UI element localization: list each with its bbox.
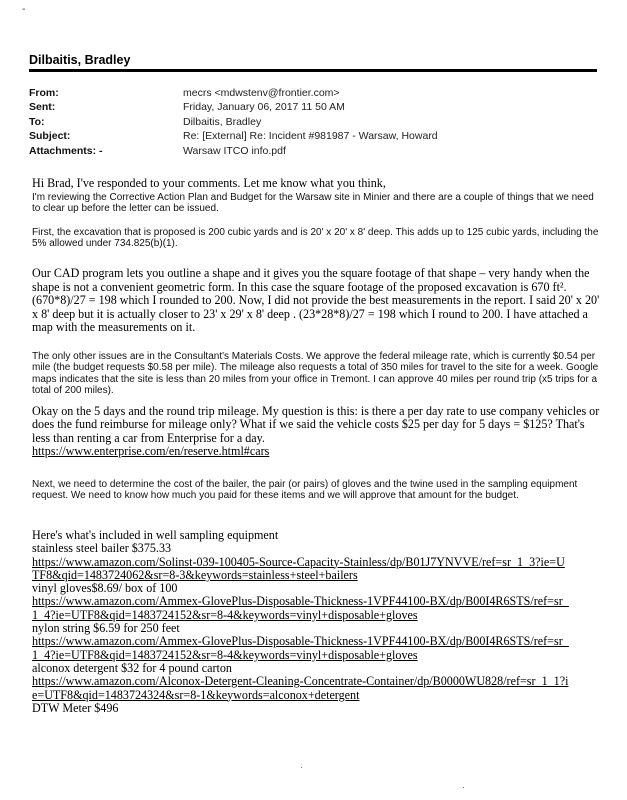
header-row-to xyxy=(29,113,599,128)
header-key: To: xyxy=(29,115,45,128)
equipment-intro: Here's what's included in well sampling equipment xyxy=(32,528,279,542)
mileage-reply-text: Okay on the 5 days and the round trip mileage. My question is this: is there a per day rate to use company vehicles or does the fund reimburse for mileage only? What if we said the vehicle costs $25 per day for 5 days = $125? That's less than renting a car from Enterprise for a day. xyxy=(32,404,600,445)
equipment-item: nylon string $6.59 for 250 feet xyxy=(32,621,180,636)
header-key: Subject: xyxy=(29,130,71,142)
scan-mark: - xyxy=(22,4,26,15)
scan-speck: · xyxy=(300,762,303,772)
cad-reply-paragraph: Our CAD program lets you outline a shape and it gives you the square footage of that shape – very handy when the shape is not a convenient geometric form. In this case the square footage of the proposed excavation is 670 ft². (670*8)/27 = 198 which I rounded to 200. Now, I did not provide the best measurements in the report. I said 20' x 20' x 8' deep but it is actually closer to 23' x 29' x 8' deep . (23*28*8)/27 = 198 which I round to 200. I have attached a map with the measurements on it. xyxy=(32,266,600,334)
equipment-item: alconox detergent $32 for 4 pound carton xyxy=(32,660,232,675)
header-row-subject xyxy=(29,128,599,143)
excavation-paragraph: First, the excavation that is proposed is 200 cubic yards and is 20' x 20' x 8' deep. This adds up to 125 cubic yards, including the 5% allowed under 734.825(b)(1). xyxy=(32,227,599,250)
sent-value: Friday, January 06, 2017 11 50 AM xyxy=(183,101,345,113)
equipment-item: stainless steel bailer $375.33 xyxy=(32,541,172,556)
equipment-link[interactable]: https://www.amazon.com/Solinst-039-100405-Source-Capacity-Stainless/dp/B01J7YNVVE/ref=sr_1_3?ie=UTF8&qid=1483724062&sr=8-3&keywords=stainless+steel+bailers xyxy=(32,554,565,582)
from-value: mecrs <mdwstenv@frontier.com> xyxy=(183,86,340,99)
to-value: Dilbaitis, Bradley xyxy=(183,115,262,128)
equipment-last-item: DTW Meter $496 xyxy=(32,700,119,715)
costs-paragraph: The only other issues are in the Consultant's Materials Costs. We approve the federal mileage rate, which is currently $0.54 per mile (the budget requests $0.58 per mile). The mileage also requests a total of 350 miles for travel to the site for a week. Google maps indicates that the site is less than 20 miles from your office in Tremont. I can approve 40 miles per round trip (x5 trips for a total of 200 miles). xyxy=(32,351,599,396)
subject-value: Re: [External] Re: Incident #981987 - Warsaw, Howard xyxy=(183,130,438,142)
header-key: Sent: xyxy=(29,101,56,113)
equipment-list xyxy=(32,529,572,715)
header-row-from xyxy=(29,84,599,99)
equipment-item: vinyl gloves$8.69/ box of 100 xyxy=(32,581,178,596)
email-header xyxy=(29,84,599,157)
header-key: From: xyxy=(29,86,59,99)
header-key: Attachments: - xyxy=(29,144,103,157)
scan-speck: · xyxy=(462,782,465,792)
equipment-link[interactable]: https://www.amazon.com/Ammex-GlovePlus-Disposable-Thickness-1VPF44100-BX/dp/B00I4R6STS/ref=sr_1_4?ie=UTF8&qid=1483724152&sr=8-4&keywords=vinyl+disposable+gloves xyxy=(32,634,569,662)
intro-paragraph: I'm reviewing the Corrective Action Plan and Budget for the Warsaw site in Minier and there are a couple of things that we need to clear up before the letter can be issued. xyxy=(32,192,594,215)
header-divider xyxy=(29,69,597,72)
sender-name: Dilbaitis, Bradley xyxy=(29,53,131,67)
equipment-link[interactable]: https://www.amazon.com/Alconox-Detergent-Cleaning-Concentrate-Container/dp/B0000WU828/ref=sr_1_1?ie=UTF8&qid=1483724324&sr=8-1&keywords=alconox+detergent xyxy=(32,674,569,702)
attachment-value[interactable]: Warsaw ITCO info.pdf xyxy=(183,144,286,157)
reply-greeting: Hi Brad, I've responded to your comments. Let me know what you think, xyxy=(32,176,386,190)
header-row-sent xyxy=(29,99,599,114)
bailer-paragraph: Next, we need to determine the cost of the bailer, the pair (or pairs) of gloves and the twine used in the sampling equipment request. We need to know how much you paid for these items and we will approve that amount for the budget. xyxy=(32,479,578,502)
enterprise-link[interactable]: https://www.enterprise.com/en/reserve.html#cars xyxy=(32,443,270,458)
mileage-reply xyxy=(32,405,602,458)
equipment-link[interactable]: https://www.amazon.com/Ammex-GlovePlus-Disposable-Thickness-1VPF44100-BX/dp/B00I4R6STS/ref=sr_1_4?ie=UTF8&qid=1483724152&sr=8-4&keywords=vinyl+disposable+gloves xyxy=(32,594,569,622)
header-row-attachments xyxy=(29,142,599,157)
